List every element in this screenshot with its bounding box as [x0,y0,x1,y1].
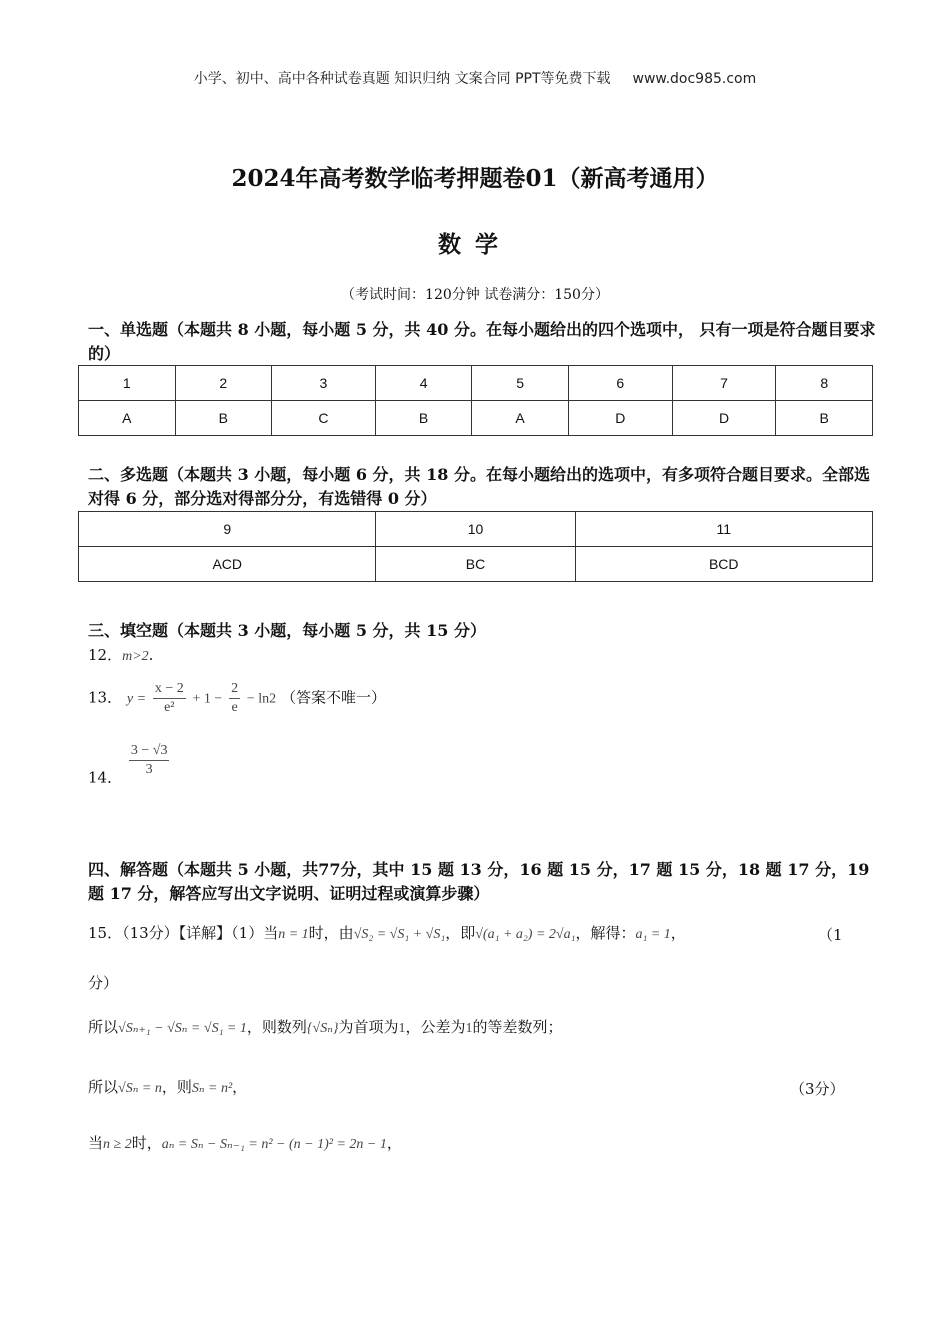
question-number: 11 [575,512,872,547]
q15-cond1: n = 1 [278,927,309,942]
table-row [79,512,873,547]
q15-label: 15．（13分）【详解】（1）当 [88,924,279,942]
exam-subject: 数学 [438,231,512,258]
q15-l2-one: 1 [398,1021,406,1036]
q12-label: 12． [88,646,123,664]
question-number: 1 [79,366,176,401]
q15-l2-one2: 1 [465,1021,473,1036]
q15-l2-eq: √Sₙ₊₁ − √Sₙ = √S₁ = 1 [118,1021,247,1036]
q15-t2: ，即 [445,924,476,942]
q15-l3-c: ， [232,1078,248,1096]
header-url[interactable]: www.doc985.com [632,71,757,87]
q13-label: 13． [88,688,123,707]
q15-l4-cond: n ≥ 2 [103,1137,132,1152]
q15-t3: ，解得： [575,924,636,942]
answer-cell: A [472,401,569,436]
section3-heading: 三、填空题（本题共 3 小题，每小题 5 分，共 15 分） [88,621,486,640]
q15-l4-eq: aₙ = Sₙ − Sₙ₋₁ = n² − (n − 1)² = 2n − 1 [161,1137,387,1152]
question-number: 3 [272,366,376,401]
q15-score-1b: 分） [88,974,119,992]
q15-l3-b: ，则 [161,1078,192,1096]
q15-eq3: a₁ = 1 [635,927,671,942]
section1-heading: 一、单选题（本题共 8 小题，每小题 5 分，共 40 分。在每小题给出的四个选项中， 只有一项是符合题目要求的） [88,320,876,363]
q15-t1: 时，由 [308,924,354,942]
q15-l3-eq1: √Sₙ = n [118,1081,162,1096]
q13-den2: e [231,700,238,715]
q13-tail: − ln2 [246,691,277,707]
answer-cell: C [272,401,376,436]
question-number: 4 [375,366,472,401]
q12-tail: . [148,646,154,664]
answer-cell: B [175,401,272,436]
answer-cell: D [568,401,672,436]
q15-l2-e: 的等差数列； [472,1018,563,1036]
q12-expr: m>2 [122,649,149,664]
answer-cell: B [776,401,873,436]
section2-heading: 二、多选题（本题共 3 小题，每小题 6 分，共 18 分。在每小题给出的选项中，有多项符合题目要求。全部选对得 6 分，部分选对得部分分，有选错得 0 分） [88,465,870,508]
q13-answer [88,680,386,717]
question-number: 2 [175,366,272,401]
q14-num: 3 − √3 [129,742,170,761]
answer-cell: ACD [79,547,376,582]
question-number: 9 [79,512,376,547]
q15-score-3: （3分） [790,1080,845,1098]
question-number: 7 [672,366,776,401]
q14-label: 14． [88,768,123,787]
q15-line-1 [88,920,686,948]
q13-y: y = [126,691,147,707]
q15-line-4 [88,1130,402,1158]
q15-l2-seq: {√Sₙ} [306,1021,339,1036]
q15-l2-a: 所以 [88,1018,119,1036]
table-row [79,547,873,582]
answer-cell: B [375,401,472,436]
question-number: 6 [568,366,672,401]
q15-l2-d: ，公差为 [405,1018,466,1036]
q15-eq2: √(a₁ + a₂) = 2√a₁ [475,927,576,942]
q15-l4-c: ， [386,1134,402,1152]
q14-answer [88,742,171,791]
q15-score-1a: （1 [818,926,843,944]
q13-note: （答案不唯一） [280,688,386,707]
question-number: 8 [776,366,873,401]
exam-title: 2024年高考数学临考押题卷01（新高考通用） [231,165,719,192]
page-header [0,68,950,88]
answer-cell: BC [376,547,575,582]
q14-fraction [129,742,170,779]
question-number: 10 [376,512,575,547]
q13-den1: e² [164,700,175,715]
q14-den: 3 [145,762,153,777]
section2-answer-table [78,511,873,582]
header-text: 小学、初中、高中各种试卷真题 知识归纳 文案合同 PPT等免费下载 [193,71,611,87]
q13-num1: x − 2 [153,680,186,699]
q15-l3-eq2: Sₙ = n² [191,1081,233,1096]
q15-l4-a: 当 [88,1134,104,1152]
q15-t4: ， [670,924,686,942]
q15-line-3 [88,1074,247,1102]
table-row [79,366,873,401]
q13-fraction-1 [153,680,186,717]
q15-l3-a: 所以 [88,1078,119,1096]
section1-answer-table [78,365,873,436]
question-number: 5 [472,366,569,401]
answer-cell: D [672,401,776,436]
section4-heading: 四、解答题（本题共 5 小题，共77分，其中 15 题 13 分，16 题 15 分，17 题 15 分，18 题 17 分，19 题 17 分，解答应写出文字说明、证明过程或演算步骤） [88,860,870,903]
q15-line-2 [88,1014,563,1042]
answer-cell: A [79,401,176,436]
q12-answer [88,642,153,670]
q15-l4-b: 时， [131,1134,162,1152]
table-row [79,401,873,436]
q13-mid: + 1 − [192,691,223,707]
q15-l2-c: 为首项为 [338,1018,399,1036]
exam-info: （考试时间：120分钟 试卷满分：150分） [341,287,609,303]
q15-l2-b: ，则数列 [246,1018,307,1036]
q13-fraction-2 [229,680,240,717]
q15-eq1: √S₂ = √S₁ + √S₁ [353,927,446,942]
q13-num2: 2 [229,680,240,699]
answer-cell: BCD [575,547,872,582]
